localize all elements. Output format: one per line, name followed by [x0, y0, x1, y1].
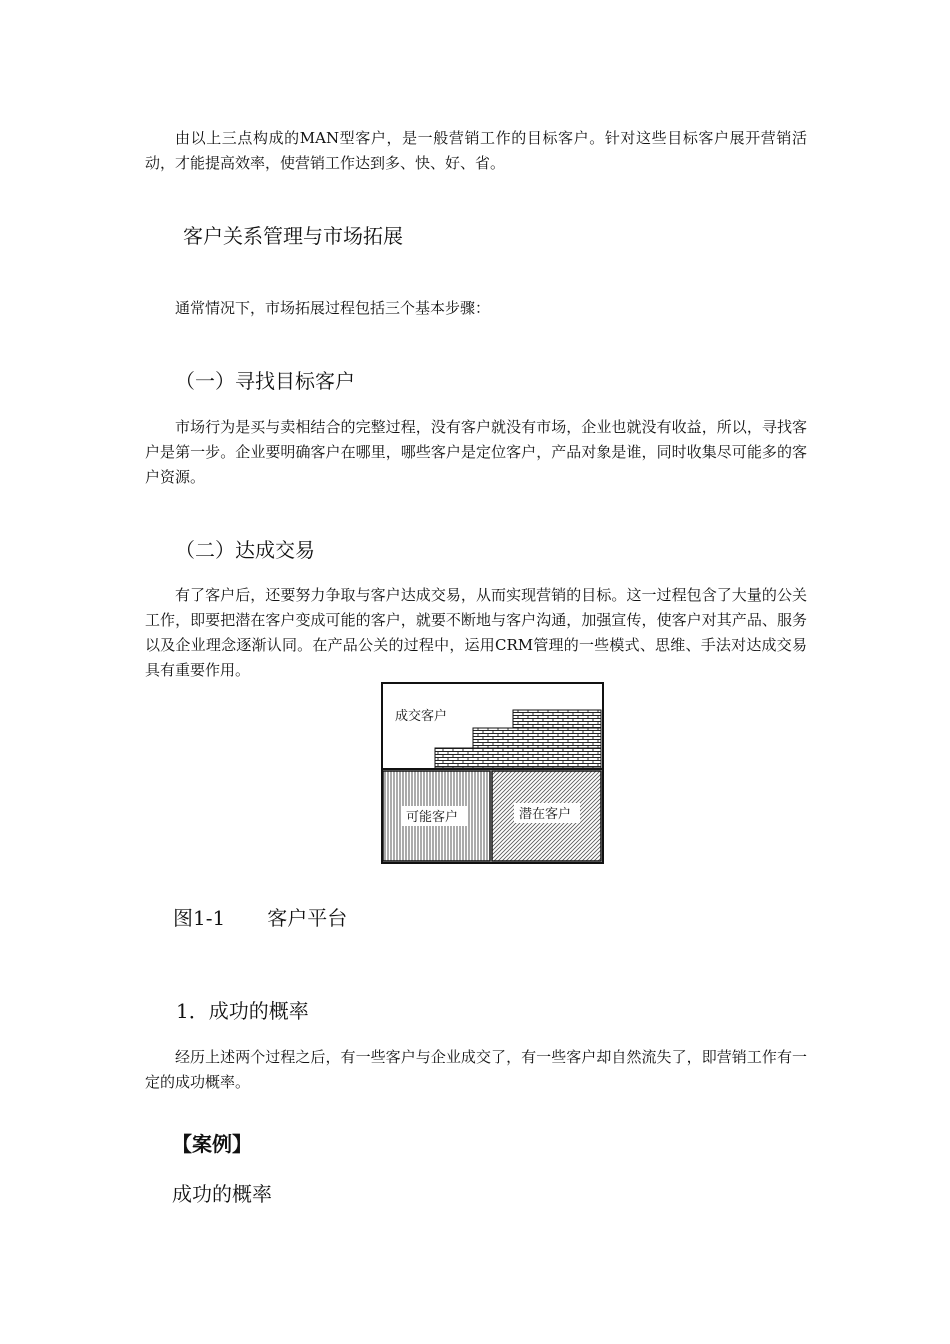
stair-block-bottom — [435, 748, 601, 768]
case-heading: 【案例】 — [172, 1132, 252, 1156]
section-heading-crm: 客户关系管理与市场拓展 — [183, 224, 403, 248]
case-title: 成功的概率 — [172, 1182, 272, 1206]
stair-block-middle — [473, 728, 601, 748]
step2-paragraph: 有了客户后，还要努力争取与客户达成交易，从而实现营销的目标。这一过程包含了大量的公关工作，即要把潜在客户变成可能的客户，就要不断地与客户沟通，加强宣传，使客户对其产品、服务以及企业理念逐渐认同。在产品公关的过程中，运用CRM管理的一些模式、思维、手法对达成交易具有重要作用。 — [145, 586, 807, 679]
success-rate-paragraph: 经历上述两个过程之后，有一些客户与企业成交了，有一些客户却自然流失了，即营销工作有一定的成功概率。 — [145, 1048, 807, 1091]
customer-platform-diagram — [381, 682, 604, 864]
step1-heading: （一）寻找目标客户 — [175, 369, 355, 393]
figure-number: 图1-1 — [173, 906, 226, 930]
step1-paragraph: 市场行为是买与卖相结合的完整过程，没有客户就没有市场，企业也就没有收益，所以，寻找客户是第一步。企业要明确客户在哪里，哪些客户是定位客户，产品对象是谁，同时收集尽可能多的客户资源。 — [145, 418, 807, 486]
stair-block-top — [513, 710, 601, 728]
closed-customer-label: 成交客户 — [395, 709, 448, 724]
step2-heading: （二）达成交易 — [175, 538, 315, 562]
figure-title: 客户平台 — [267, 906, 348, 930]
success-rate-heading: 1．成功的概率 — [176, 999, 309, 1023]
possible-customer-label: 可能客户 — [406, 810, 459, 825]
figure-caption — [173, 904, 347, 932]
potential-customer-label: 潜在客户 — [519, 807, 572, 822]
intro-paragraph: 由以上三点构成的MAN型客户，是一般营销工作的目标客户。针对这些目标客户展开营销活动，才能提高效率，使营销工作达到多、快、好、省。 — [145, 129, 807, 172]
customer-platform-figure — [381, 682, 604, 864]
steps-intro-paragraph: 通常情况下，市场拓展过程包括三个基本步骤： — [175, 299, 491, 317]
